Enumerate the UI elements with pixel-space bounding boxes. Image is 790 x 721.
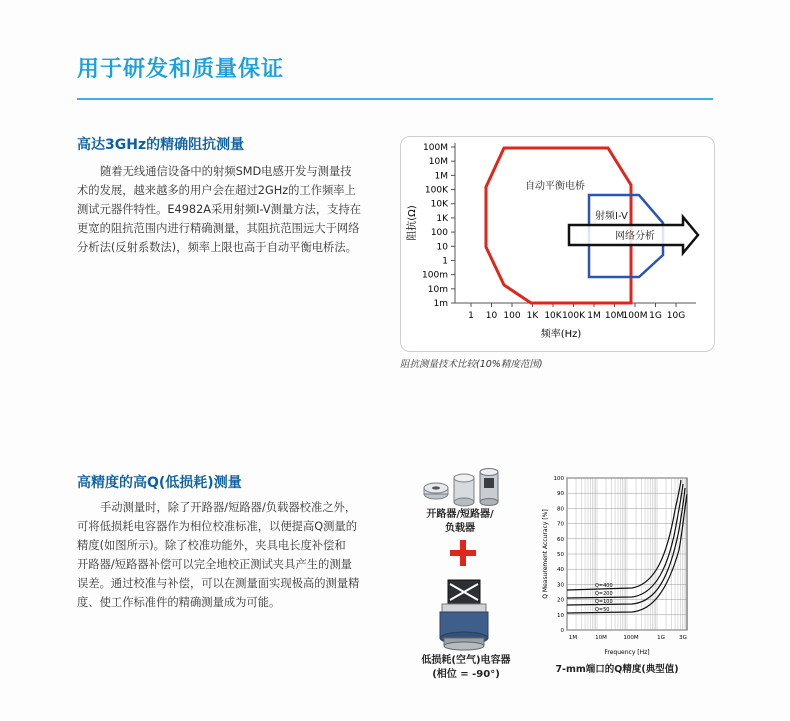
capacitor-label-line: 低损耗(空气)电容器 [421, 655, 511, 666]
capacitor-label-line: (相位 = -90°) [432, 669, 500, 680]
section1-paragraph [77, 162, 387, 257]
section2-line: 精度(如图所示)。除了校准功能外，夹具电长度补偿和 [77, 539, 346, 552]
impedance-chart-panel [400, 136, 715, 352]
q-accuracy-chart [537, 470, 695, 658]
q-curve-label: Q=100 [595, 599, 613, 605]
q-y-tick-group [554, 476, 565, 634]
section1-line: 分析法(反射系数法)，频率上限也高于自动平衡电桥法。 [77, 241, 357, 254]
q-y-tick-label: 100 [553, 476, 564, 482]
capacitor-label [404, 654, 528, 682]
q-x-tick-label: 1M [568, 635, 578, 641]
q-y-tick-label: 60 [557, 536, 564, 543]
q-x-tick-label: 1G [657, 635, 665, 641]
q-accuracy-chart-panel [537, 470, 695, 658]
calibration-fixtures-image [418, 468, 508, 512]
y-tick-label: 100M [423, 143, 448, 153]
section2-title: 高精度的高Q(低损耗)测量 [77, 475, 242, 491]
plus-icon [450, 540, 476, 566]
rf-iv-label: 射频I-V [595, 211, 628, 222]
impedance-x-label: 频率(Hz) [540, 329, 582, 340]
section2-line: 度、使工作标准件的精确测量成为可能。 [77, 596, 281, 609]
x-tick-label: 10G [666, 311, 686, 321]
q-y-label: Q Measurement Accuracy [%] [542, 509, 549, 599]
y-tick-label: 1M [434, 171, 448, 182]
fixtures-label [412, 508, 508, 536]
fixtures-label-line: 开路器/短路器/ [426, 509, 494, 520]
q-x-tick-label: 10M [595, 635, 607, 641]
network-analysis-label: 网络分析 [615, 231, 655, 242]
page-title: 用于研发和质量保证 [77, 57, 285, 82]
y-tick-label: 1 [442, 256, 448, 267]
impedance-chart-caption: 阻抗测量技术比较(10%精度范围) [400, 359, 543, 370]
y-tick-label: 10K [430, 199, 448, 210]
q-curve-label: Q=50 [595, 607, 610, 613]
section2-line: 开路器/短路器补偿可以完全地校正测试夹具产生的测量 [77, 558, 352, 571]
section1-line: 测试元器件特性。E4982A采用射频I-V测量方法，支持在 [77, 203, 362, 216]
q-y-tick-label: 20 [557, 597, 564, 604]
q-y-tick-label: 0 [560, 628, 564, 634]
section2-paragraph [77, 498, 387, 612]
x-tick-label: 1M [587, 311, 601, 321]
y-tick-label: 1K [436, 213, 448, 224]
x-tick-label: 1 [468, 311, 474, 321]
low-loss-capacitor-image [436, 578, 492, 652]
section2-line: 可将低损耗电容器作为相位校准标准，以便提高Q测量的 [77, 520, 358, 533]
section1-line: 随着无线通信设备中的射频SMD电感开发与测量技 [100, 165, 352, 178]
impedance-chart [401, 137, 714, 351]
x-tick-label: 1G [649, 311, 662, 321]
section2-line: 手动测量时，除了开路器/短路器/负载器校准之外， [100, 501, 357, 514]
section1-title: 高达3GHz的精确阻抗测量 [77, 137, 245, 153]
q-x-tick-label: 100M [623, 635, 639, 641]
q-x-label: Frequency [Hz] [604, 649, 650, 656]
section1-line: 更宽的阻抗范围内进行精确测量，其阻抗范围远大于网络 [77, 222, 360, 235]
q-curve-label: Q=400 [595, 583, 613, 589]
y-tick-group [422, 143, 455, 309]
y-tick-label: 1m [433, 299, 448, 309]
section2-line: 误差。通过校准与补偿，可以在测量面实现极高的测量精 [77, 577, 360, 590]
y-tick-label: 100 [430, 228, 448, 239]
x-tick-group [468, 303, 685, 321]
y-tick-label: 10M [428, 157, 448, 168]
x-tick-label: 100 [503, 311, 521, 321]
y-tick-label: 100m [422, 270, 448, 281]
y-tick-label: 10m [427, 284, 448, 295]
q-y-tick-label: 80 [557, 506, 564, 513]
y-tick-label: 10 [436, 242, 448, 253]
auto-balance-label: 自动平衡电桥 [525, 181, 585, 192]
x-tick-label: 100K [561, 311, 586, 321]
q-y-tick-label: 70 [557, 521, 564, 528]
q-curve-label: Q=200 [595, 591, 613, 597]
x-tick-label: 10M [604, 311, 625, 321]
q-y-tick-label: 10 [557, 612, 564, 619]
title-divider [77, 98, 713, 100]
q-x-tick-group [569, 635, 687, 641]
q-chart-caption: 7-mm端口的Q精度(典型值) [555, 664, 679, 675]
x-tick-label: 10K [544, 311, 562, 321]
section1-line: 术的发展，越来越多的用户会在超过2GHz的工作频率上 [77, 184, 356, 197]
q-x-tick-label: 3G [679, 635, 687, 641]
q-y-tick-label: 40 [557, 567, 564, 574]
impedance-y-label: 阻抗(Ω) [407, 205, 418, 241]
y-tick-label: 100K [424, 185, 448, 196]
q-y-tick-label: 30 [557, 582, 564, 589]
fixtures-label-line: 负载器 [445, 523, 475, 534]
x-tick-label: 100M [622, 311, 648, 321]
q-y-tick-label: 90 [557, 491, 564, 498]
x-tick-label: 1K [526, 311, 539, 321]
x-tick-label: 10 [485, 311, 498, 321]
q-y-tick-label: 50 [557, 552, 564, 558]
